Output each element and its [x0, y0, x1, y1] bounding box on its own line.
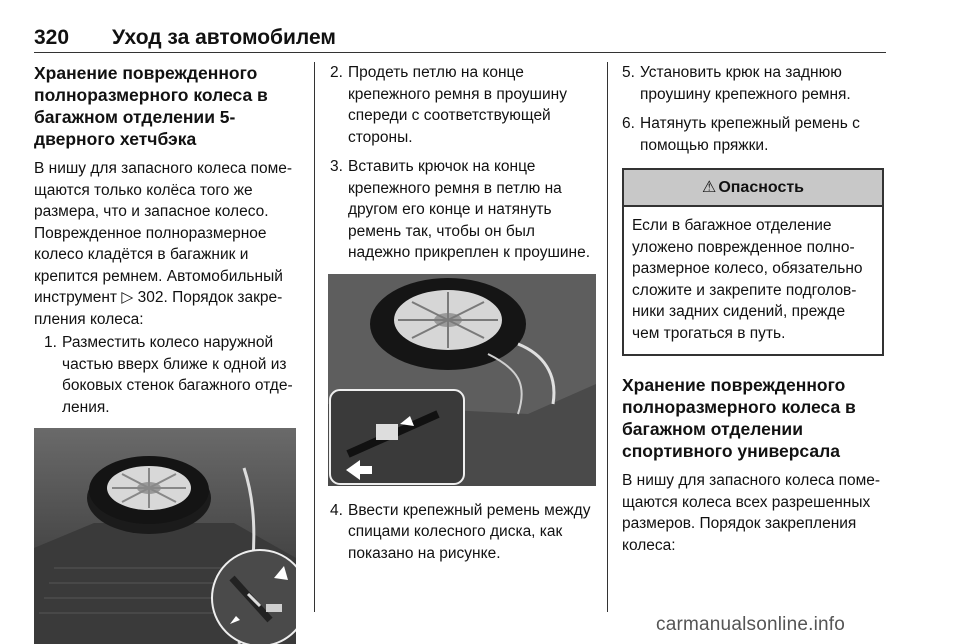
figure-wheel-in-trunk-hatchback: [34, 428, 296, 644]
strap-eyelet-illustration: [328, 274, 596, 486]
step-4: [330, 500, 596, 565]
heading-sports-tourer: Хранение поврежденного полноразмерного колеса в багажном отделении спортивного универсала: [622, 375, 856, 461]
trunk-wheel-illustration: [34, 428, 296, 644]
step-1: [34, 332, 302, 418]
intro-text-part1: В нишу для запасного колеса поме-щаются только колёса того же размера, что и запасное колесо. Поврежденное полноразмерное колесо кладётся в багажник и крепится ремнем. Автомобильный инструмент: [34, 160, 293, 306]
intro-text-part2: . Порядок закре-пления колеса:: [34, 289, 283, 328]
step-number: 4.: [330, 501, 343, 519]
warning-triangle-icon: ⚠: [701, 179, 717, 196]
step-text: Вставить крючок на конце крепежного ремня в петлю на другом его конце и натянуть ремень так, чтобы он был надежно прикреплен к проушине.: [348, 158, 591, 261]
section-title: Уход за автомобилем: [112, 26, 336, 49]
column-3: [622, 62, 884, 556]
step-text: Натянуть крепежный ремень с помощью пряжки.: [640, 115, 860, 154]
sports-tourer-paragraph: В нишу для запасного колеса поме-щаются колеса всех разрешенных размеров. Порядок закрепления колеса:: [622, 472, 881, 554]
step-number: 6.: [622, 115, 635, 132]
step-6: [622, 113, 884, 156]
step-text: Разместить колесо наружной частью вверх ближе к одной из боковых стенок багажного отде-ления.: [62, 334, 293, 416]
figure-strap-through-eyelet: [328, 274, 596, 486]
page-header: [34, 22, 886, 52]
reference-arrow-icon: ▷: [121, 289, 134, 306]
step-number: 1.: [44, 334, 57, 351]
step-text: Продеть петлю на конце крепежного ремня в проушину спереди с соответствующей стороны.: [348, 64, 567, 146]
column-2: [330, 62, 596, 564]
header-rule: [34, 52, 886, 53]
danger-box: [622, 168, 884, 356]
watermark: carmanualsonline.info: [656, 614, 846, 635]
step-text: Ввести крепежный ремень между спицами колесного диска, как показано на рисунке.: [348, 501, 591, 562]
step-number: 3.: [330, 158, 343, 175]
step-text: Установить крюк на заднюю проушину крепежного ремня.: [640, 64, 851, 103]
step-5: [622, 62, 884, 105]
column-divider-2: [607, 62, 608, 612]
step-2: [330, 62, 596, 148]
column-divider-1: [314, 62, 315, 612]
step-3: [330, 156, 596, 264]
heading-hatchback: Хранение поврежденного полноразмерного колеса в багажном отделении 5-дверного хетчбэка: [34, 63, 268, 149]
column-1: [34, 62, 302, 644]
danger-header: [624, 170, 882, 207]
danger-title: Опасность: [718, 179, 805, 196]
page-reference-link[interactable]: 302: [137, 289, 164, 306]
step-number: 2.: [330, 64, 343, 81]
page-number: 320: [34, 26, 70, 49]
step-number: 5.: [622, 64, 635, 81]
danger-text: Если в багажное отделение уложено поврежденное полно-размерное колесо, обязательно сложите и закрепите подголов-ники задних сидений, прежде чем трогаться в путь.: [632, 217, 863, 342]
intro-paragraph: [34, 158, 302, 330]
